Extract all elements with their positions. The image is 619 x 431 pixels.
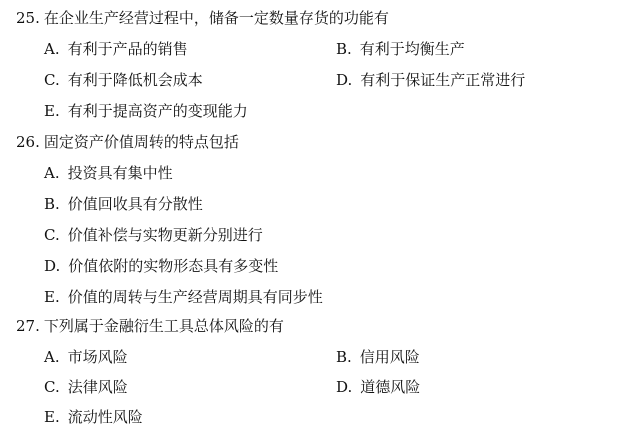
option-letter: B. — [336, 40, 352, 58]
option-26-c — [44, 225, 263, 245]
option-letter: E. — [44, 288, 60, 306]
question-text: 下列属于金融衍生工具总体风险的有 — [43, 317, 284, 335]
question-27 — [16, 316, 284, 336]
option-text: 法律风险 — [67, 378, 128, 396]
question-text: 固定资产价值周转的特点包括 — [43, 133, 239, 151]
option-letter: A. — [44, 40, 60, 58]
question-number: 27. — [16, 317, 40, 335]
option-text: 价值的周转与生产经营周期具有同步性 — [67, 288, 323, 306]
question-25 — [16, 8, 389, 28]
option-25-b — [336, 39, 465, 59]
option-letter: C. — [44, 378, 60, 396]
option-text: 市场风险 — [67, 348, 128, 366]
option-text: 信用风险 — [359, 348, 420, 366]
option-letter: E. — [44, 102, 60, 120]
option-26-b — [44, 194, 203, 214]
option-letter: D. — [336, 378, 353, 396]
question-number: 25. — [16, 9, 40, 27]
option-letter: D. — [44, 257, 61, 275]
option-letter: C. — [44, 226, 60, 244]
option-text: 道德风险 — [360, 378, 421, 396]
option-26-a — [44, 163, 173, 183]
option-text: 有利于均衡生产 — [359, 40, 465, 58]
question-text: 在企业生产经营过程中，储备一定数量存货的功能有 — [43, 9, 389, 27]
option-letter: D. — [336, 71, 353, 89]
option-letter: A. — [44, 348, 60, 366]
option-letter: E. — [44, 408, 60, 426]
option-letter: A. — [44, 164, 60, 182]
question-number: 26. — [16, 133, 40, 151]
option-letter: C. — [44, 71, 60, 89]
option-25-a — [44, 39, 188, 59]
option-text: 流动性风险 — [67, 408, 143, 426]
option-27-c — [44, 377, 128, 397]
option-letter: B. — [336, 348, 352, 366]
option-26-d — [44, 256, 278, 276]
option-text: 有利于保证生产正常进行 — [360, 71, 526, 89]
option-letter: B. — [44, 195, 60, 213]
option-text: 有利于降低机会成本 — [67, 71, 203, 89]
option-text: 价值补偿与实物更新分别进行 — [67, 226, 263, 244]
option-25-c — [44, 70, 203, 90]
option-27-e — [44, 407, 143, 427]
option-text: 有利于提高资产的变现能力 — [67, 102, 248, 120]
option-27-b — [336, 347, 420, 367]
option-text: 价值依附的实物形态具有多变性 — [68, 257, 279, 275]
option-25-e — [44, 101, 248, 121]
question-26 — [16, 132, 239, 152]
option-27-d — [336, 377, 420, 397]
option-27-a — [44, 347, 128, 367]
option-text: 价值回收具有分散性 — [67, 195, 203, 213]
option-text: 有利于产品的销售 — [67, 40, 188, 58]
option-25-d — [336, 70, 525, 90]
option-text: 投资具有集中性 — [67, 164, 173, 182]
option-26-e — [44, 287, 323, 307]
